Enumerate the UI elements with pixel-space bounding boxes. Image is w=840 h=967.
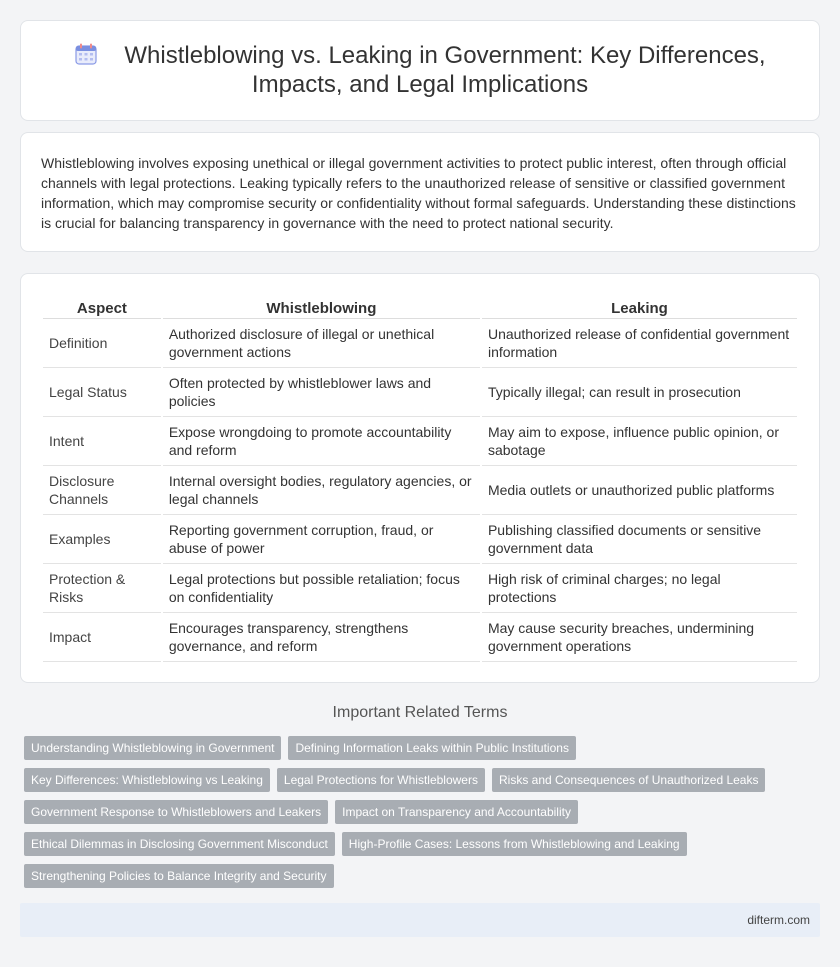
table-row	[43, 466, 797, 515]
related-term-tag[interactable]: Key Differences: Whistleblowing vs Leaking	[24, 768, 270, 792]
aspect-cell: Legal Status	[43, 368, 161, 417]
leaking-cell: Unauthorized release of confidential government information	[482, 319, 797, 368]
comparison-card	[20, 273, 820, 683]
whistleblowing-cell: Authorized disclosure of illegal or unethical government actions	[163, 319, 480, 368]
header-whistleblowing: Whistleblowing	[163, 296, 480, 319]
related-term-tag[interactable]: Strengthening Policies to Balance Integrity and Security	[24, 864, 334, 888]
table-row	[43, 368, 797, 417]
aspect-cell: Protection & Risks	[43, 564, 161, 613]
footer	[20, 903, 820, 937]
tag-row	[24, 800, 804, 832]
leaking-cell: High risk of criminal charges; no legal protections	[482, 564, 797, 613]
aspect-cell: Impact	[43, 613, 161, 662]
table-row	[43, 613, 797, 662]
related-term-tag[interactable]: Understanding Whistleblowing in Government	[24, 736, 281, 760]
header-aspect: Aspect	[43, 296, 161, 319]
whistleblowing-cell: Legal protections but possible retaliation; focus on confidentiality	[163, 564, 480, 613]
footer-site-link[interactable]: difterm.com	[747, 913, 810, 927]
table-row	[43, 564, 797, 613]
related-term-tag[interactable]: Risks and Consequences of Unauthorized Leaks	[492, 768, 766, 792]
leaking-cell: Media outlets or unauthorized public platforms	[482, 466, 797, 515]
related-terms-heading: Important Related Terms	[332, 704, 508, 721]
page-title	[21, 41, 819, 99]
table-header-row	[43, 296, 797, 319]
aspect-cell: Disclosure Channels	[43, 466, 161, 515]
related-terms-list	[24, 736, 804, 896]
related-term-tag[interactable]: Defining Information Leaks within Public Institutions	[288, 736, 575, 760]
title-line-1: Whistleblowing vs. Leaking in Government: Key Differences,	[124, 42, 766, 69]
leaking-cell: May cause security breaches, undermining government operations	[482, 613, 797, 662]
header-leaking: Leaking	[482, 296, 797, 319]
leaking-cell: May aim to expose, influence public opinion, or sabotage	[482, 417, 797, 466]
tag-row	[24, 736, 804, 768]
table-row	[43, 319, 797, 368]
aspect-cell: Examples	[43, 515, 161, 564]
aspect-cell: Definition	[43, 319, 161, 368]
tag-row	[24, 832, 804, 864]
intro-card	[20, 132, 820, 252]
calendar-icon	[74, 42, 98, 66]
whistleblowing-cell: Reporting government corruption, fraud, or abuse of power	[163, 515, 480, 564]
related-term-tag[interactable]: Legal Protections for Whistleblowers	[277, 768, 485, 792]
comparison-table	[41, 296, 799, 662]
related-term-tag[interactable]: High-Profile Cases: Lessons from Whistleblowing and Leaking	[342, 832, 687, 856]
related-term-tag[interactable]: Government Response to Whistleblowers and Leakers	[24, 800, 328, 824]
title-line-2: Impacts, and Legal Implications	[251, 71, 589, 98]
leaking-cell: Typically illegal; can result in prosecution	[482, 368, 797, 417]
leaking-cell: Publishing classified documents or sensitive government data	[482, 515, 797, 564]
whistleblowing-cell: Often protected by whistleblower laws and policies	[163, 368, 480, 417]
intro-paragraph: Whistleblowing involves exposing unethical or illegal government activities to protect public interest, often through official channels with legal protections. Leaking typically refers to the unauthorized release of sensitive or classified government information, which may compromise security or confidentiality without formal safeguards. Understanding these distinctions is crucial for balancing transparency in governance with the need to protect national security.	[41, 155, 796, 231]
header-card	[20, 20, 820, 121]
whistleblowing-cell: Internal oversight bodies, regulatory agencies, or legal channels	[163, 466, 480, 515]
related-term-tag[interactable]: Ethical Dilemmas in Disclosing Government Misconduct	[24, 832, 335, 856]
tag-row	[24, 768, 804, 800]
table-row	[43, 417, 797, 466]
whistleblowing-cell: Expose wrongdoing to promote accountability and reform	[163, 417, 480, 466]
tag-row	[24, 864, 804, 896]
related-term-tag[interactable]: Impact on Transparency and Accountability	[335, 800, 578, 824]
table-row	[43, 515, 797, 564]
aspect-cell: Intent	[43, 417, 161, 466]
whistleblowing-cell: Encourages transparency, strengthens governance, and reform	[163, 613, 480, 662]
